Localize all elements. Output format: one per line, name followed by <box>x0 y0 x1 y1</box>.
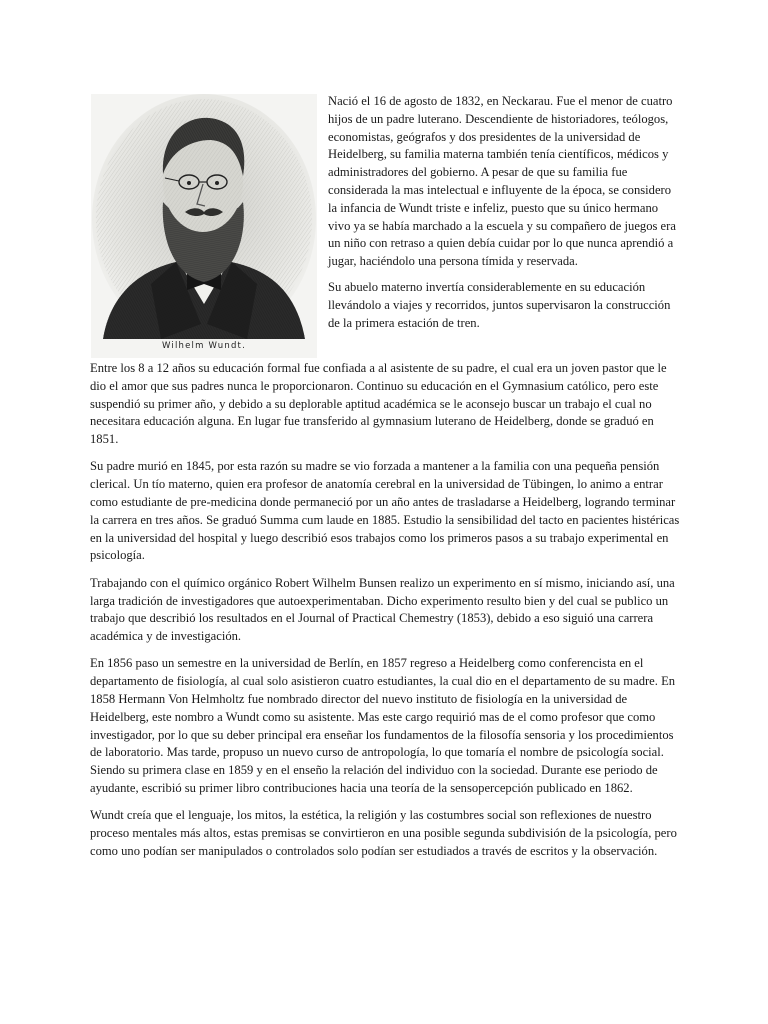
paragraph-birth: Nació el 16 de agosto de 1832, en Neckarau. Fue el menor de cuatro hijos de un padre luterano. Descendiente de historiadores, teólogos, economistas, geógrafos y dos presidentes de la universidad de Heidelberg, su familia materna también tenía científicos, médicos y administradores del gobierno. A pesar de que su familia fue considerada la mas intelectual e influyente de la época, se considero la infancia de Wundt triste e infeliz, puesto que su único hermano vivo ya se había marchado a la escuela y su compañero de juegos era un niño con retraso a quien debía cuidar por lo que nunca aprendió a jugar, haciéndolo una persona tímida y reservada. <box>328 94 676 269</box>
paragraph-language-myths: Wundt creía que el lenguaje, los mitos, la estética, la religión y las costumbres social son reflexiones de nuestro proceso mentales más altos, estas premisas se convirtieron en una posible segunda subdivisión de la psicología, pero como uno podían ser manipulados o controlados solo podían ser estudiados a través de escritos y la observación. <box>90 808 677 858</box>
portrait-caption: Wilhelm Wundt. <box>161 341 246 351</box>
paragraph-education: Entre los 8 a 12 años su educación formal fue confiada a al asistente de su padre, el cual era un joven pastor que le dio el amor que sus padres nunca le proporcionaron. Continuo su educación en el Gymnasium católico, pero este suspendió su primer año, y debido a su deplorable aptitud académica se le aconsejo buscar un trabajo el cual no necesitara educación alguna. En lugar fue transferido al gymnasium luterano de Heidelberg, donde se graduó en 1851. <box>90 361 667 447</box>
body-text-column <box>90 360 680 870</box>
portrait-figure <box>91 94 317 358</box>
paragraph-grandfather: Su abuelo materno invertía considerablemente en su educación llevándolo a viajes y recorridos, juntos supervisaron la construcción de la primera estación de tren. <box>328 279 671 330</box>
paragraph-father-death: Su padre murió en 1845, por esta razón su madre se vio forzada a mantener a la familia con una pequeña pensión clerical. Un tío materno, quien era profesor de anatomía cerebral en la universidad de Tübingen, lo animo a entrar como estudiante de pre-medicina donde permaneció por un año antes de trasladarse a Heidelberg, logrando terminar la carrera en tres años. Se graduó Summa cum laude en 1885. Estudio la sensibilidad del tacto en pacientes histéricas en la universidad del hospital y luego describió esos trabajos como los primeros pasos a su trabajo experimental en psicología. <box>90 459 680 563</box>
paragraph-berlin-heidelberg: En 1856 paso un semestre en la universidad de Berlín, en 1857 regreso a Heidelberg como conferencista en el departamento de fisiología, al cual solo asistieron cuatro estudiantes, la cual dio en el departamento de su madre. En 1858 Hermann Von Helmholtz fue nombrado director del nuevo instituto de fisiología en la universidad de Heidelberg, este nombro a Wundt como su asistente. Mas este cargo requirió mas de el como profesor que como investigador, por lo que su deber principal era enseñar los fundamentos de la filosofía sensoria y los procedimientos de laboratorio. Mas tarde, propuso un nuevo curso de antropología, lo que tomaría el nombre de psicología social. Siendo su primera clase en 1859 y en el enseño la relación del individuo con la sociedad. Durante ese periodo de ayudante, escribió su primer libro contribuciones hacia una teoría de la sensopercepción publicado en 1862. <box>90 656 676 796</box>
paragraph-bunsen: Trabajando con el químico orgánico Robert Wilhelm Bunsen realizo un experimento en sí mismo, iniciando así, una larga tradición de investigadores que autoexperimentaban. Dicho experimento resulto bien y del cual se publico un trabajo que describió los resultados en el Journal of Practical Chemestry (1853), debido a eso siguió una carrera académica y de investigación. <box>90 575 675 644</box>
intro-text-column <box>328 93 680 340</box>
portrait-engraving-image <box>91 94 317 358</box>
